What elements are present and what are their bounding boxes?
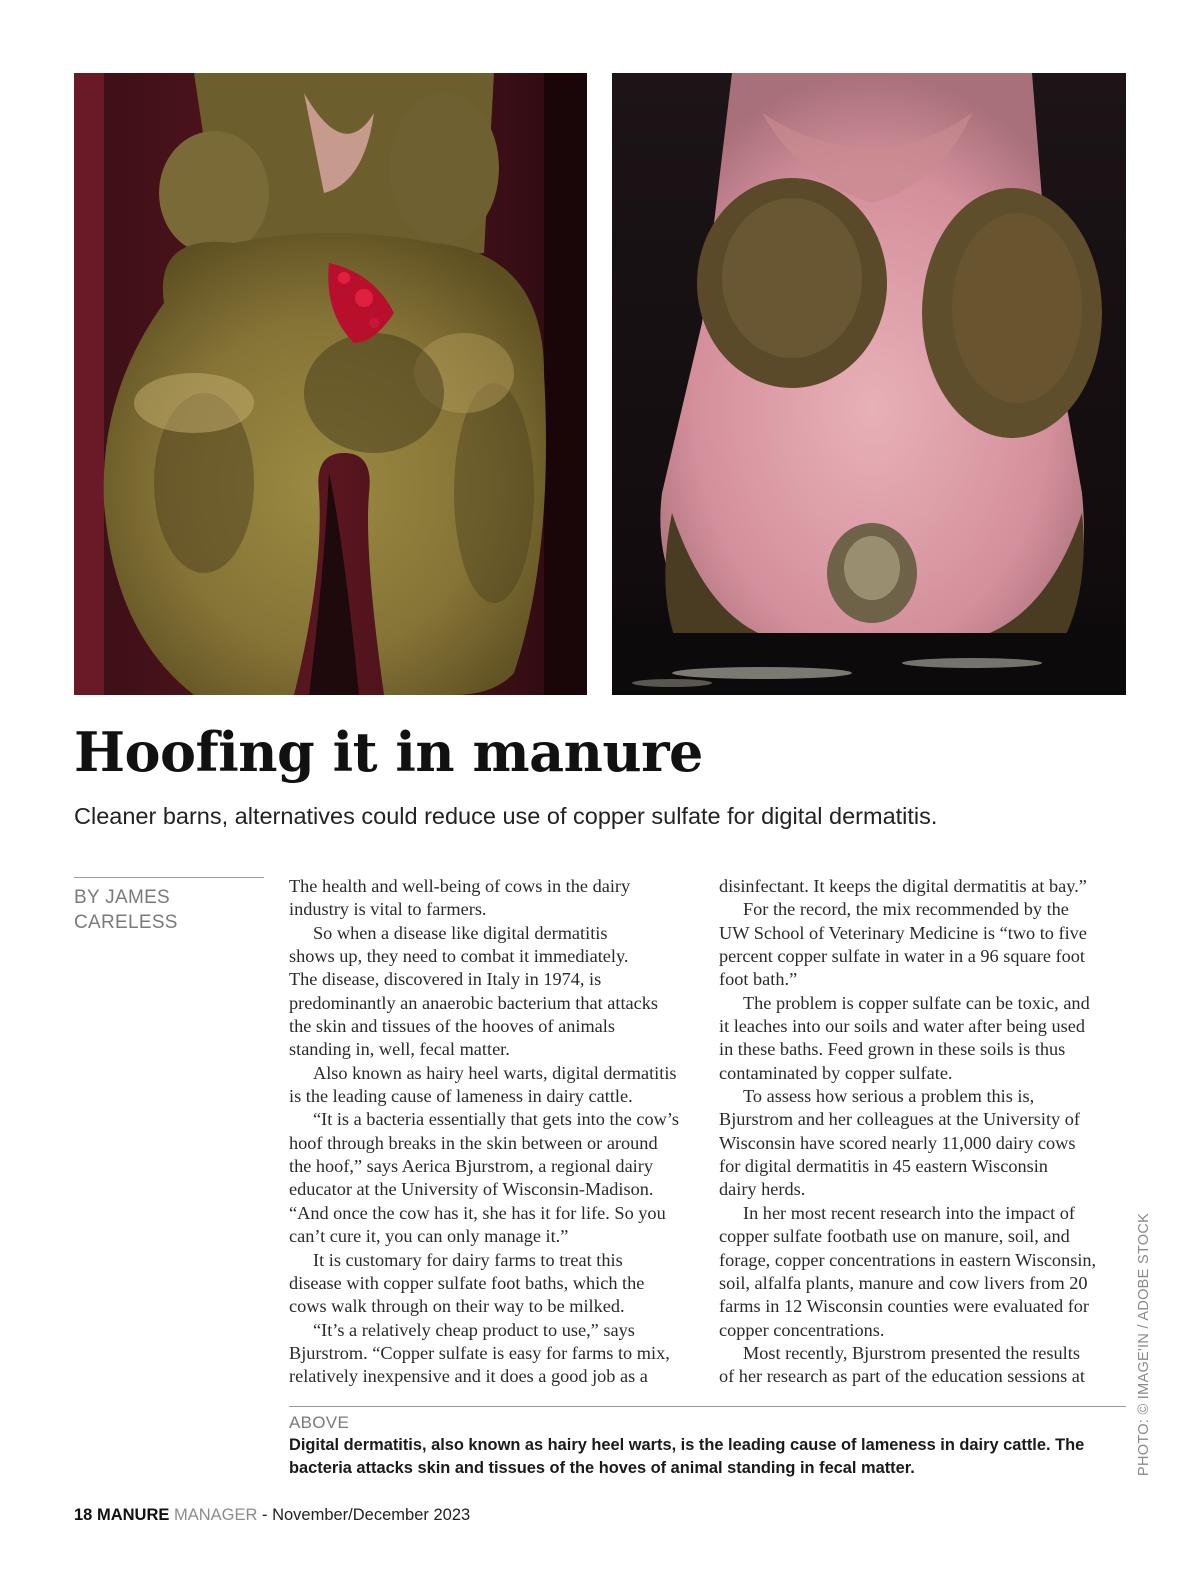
body-line: predominantly an anaerobic bacterium that attacks xyxy=(289,992,659,1013)
body-line: So when a disease like digital dermatitis xyxy=(313,922,608,943)
body-line: “It is a bacteria essentially that gets into the cow’s xyxy=(313,1109,680,1130)
byline-divider xyxy=(74,877,264,878)
body-line: shows up, they need to combat it immediately. xyxy=(289,946,629,967)
body-line: It is customary for dairy farms to treat this xyxy=(313,1249,623,1270)
byline-line: CARELESS xyxy=(74,912,178,933)
body-line: contaminated by copper sulfate. xyxy=(719,1062,953,1083)
article-column-2 xyxy=(719,875,1139,1389)
magazine-name-part1: MANURE xyxy=(96,1506,170,1524)
body-line: educator at the University of Wisconsin-Madison. xyxy=(289,1179,654,1200)
body-line: The problem is copper sulfate can be toxic, and xyxy=(743,992,1090,1013)
body-line: Most recently, Bjurstrom presented the results xyxy=(743,1342,1080,1363)
page-number: 18 xyxy=(74,1506,93,1524)
issue-date: - November/December 2023 xyxy=(257,1506,471,1524)
hoof-lesion-image xyxy=(74,73,587,695)
article-column-1 xyxy=(289,875,709,1389)
photo-credit: PHOTO: © IMAGE'IN / ADOBE STOCK xyxy=(1136,1212,1152,1476)
body-line: the hoof,” says Aerica Bjurstrom, a regional dairy xyxy=(289,1156,653,1177)
body-line: relatively inexpensive and it does a good job as a xyxy=(289,1366,648,1387)
body-line: dairy herds. xyxy=(719,1179,806,1200)
hoof-in-manure-image xyxy=(612,73,1126,695)
byline xyxy=(74,885,264,935)
body-line: copper concentrations. xyxy=(719,1319,885,1340)
caption-text: Digital dermatitis, also known as hairy heel warts, is the leading cause of lameness in dairy cattle. The bacteria attacks skin and tissues of the hoves of animal standing in fecal matter. xyxy=(289,1436,1085,1477)
caption-label: ABOVE xyxy=(289,1413,350,1432)
page-footer xyxy=(74,1504,470,1526)
hoof-photo-left xyxy=(74,73,587,695)
body-line: forage, copper concentrations in eastern Wisconsin, xyxy=(719,1249,1097,1270)
body-line: it leaches into our soils and water after being used xyxy=(719,1016,1086,1037)
body-line: hoof through breaks in the skin between or around xyxy=(289,1132,658,1153)
body-line: To assess how serious a problem this is, xyxy=(743,1086,1035,1107)
body-line: “It’s a relatively cheap product to use,” says xyxy=(313,1319,635,1340)
body-line: farms in 12 Wisconsin counties were evaluated for xyxy=(719,1296,1090,1317)
body-line: The health and well-being of cows in the dairy xyxy=(289,876,631,896)
body-line: Bjurstrom and her colleagues at the University of xyxy=(719,1109,1080,1130)
body-line: standing in, well, fecal matter. xyxy=(289,1039,510,1060)
body-line: Wisconsin have scored nearly 11,000 dairy cows xyxy=(719,1132,1076,1153)
body-line: The disease, discovered in Italy in 1974, is xyxy=(289,969,602,990)
body-line: “And once the cow has it, she has it for life. So you xyxy=(289,1202,666,1223)
body-line: For the record, the mix recommended by the xyxy=(743,899,1069,920)
body-line: industry is vital to farmers. xyxy=(289,899,487,920)
body-line: can’t cure it, you can only manage it.” xyxy=(289,1226,569,1247)
hoof-photo-right xyxy=(612,73,1126,695)
body-line: in these baths. Feed grown in these soils is thus xyxy=(719,1039,1066,1060)
byline-line: BY JAMES xyxy=(74,887,171,908)
body-line: of her research as part of the education sessions at xyxy=(719,1366,1085,1387)
body-line: cows walk through on their way to be milked. xyxy=(289,1296,625,1317)
body-line: is the leading cause of lameness in dairy cattle. xyxy=(289,1086,633,1107)
body-line: In her most recent research into the impact of xyxy=(743,1202,1075,1223)
body-line: the skin and tissues of the hooves of animals xyxy=(289,1016,615,1037)
body-line: soil, alfalfa plants, manure and cow livers from 20 xyxy=(719,1272,1088,1293)
magazine-name-part2: MANAGER xyxy=(173,1506,258,1524)
body-line: copper sulfate footbath use on manure, soil, and xyxy=(719,1226,1070,1247)
article-subhead: Cleaner barns, alternatives could reduce use of copper sulfate for digital dermatitis. xyxy=(74,803,938,829)
caption-divider xyxy=(289,1406,1126,1407)
body-line: disinfectant. It keeps the digital dermatitis at bay.” xyxy=(719,876,1087,896)
body-line: Bjurstrom. “Copper sulfate is easy for farms to mix, xyxy=(289,1342,670,1363)
body-line: percent copper sulfate in water in a 96 square foot xyxy=(719,946,1085,967)
body-line: disease with copper sulfate foot baths, which the xyxy=(289,1272,645,1293)
article-headline: Hoofing it in manure xyxy=(74,720,703,784)
body-line: Also known as hairy heel warts, digital dermatitis xyxy=(313,1062,677,1083)
body-line: for digital dermatitis in 45 eastern Wisconsin xyxy=(719,1156,1048,1177)
body-line: foot bath.” xyxy=(719,969,798,990)
body-line: UW School of Veterinary Medicine is “two to five xyxy=(719,922,1087,943)
